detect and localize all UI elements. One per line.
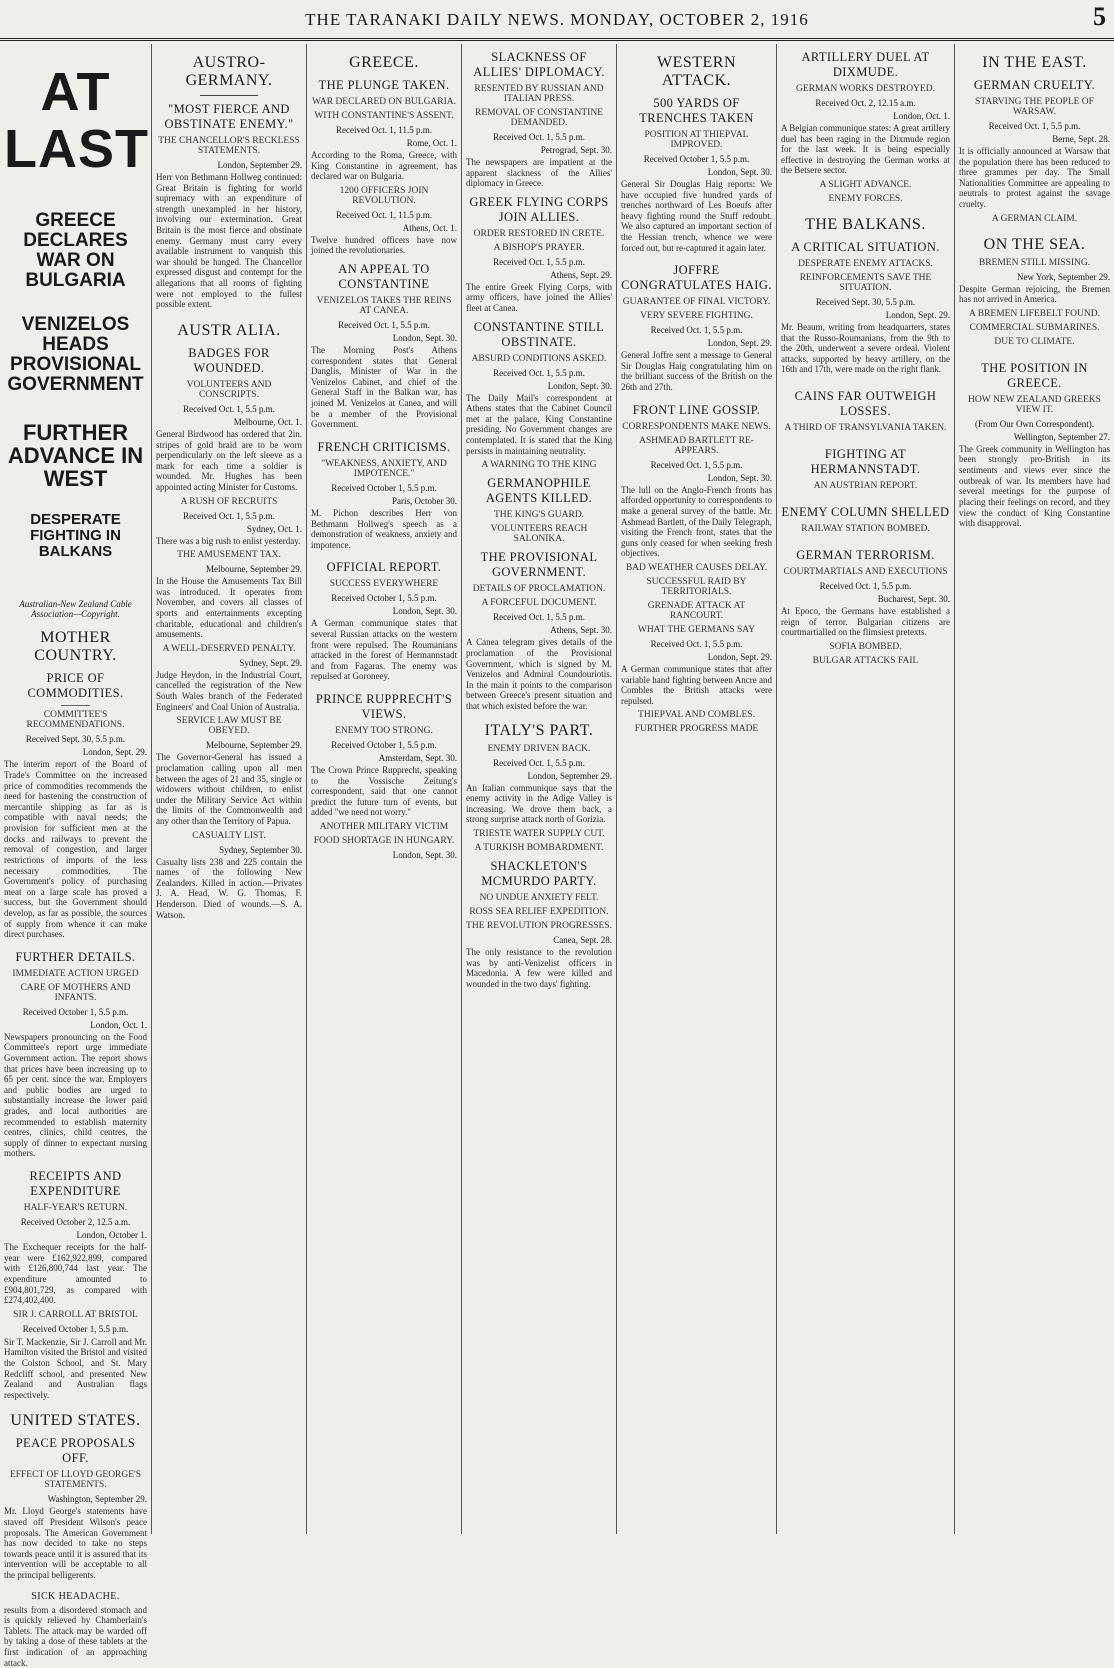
section-austro-germany: AUSTRO-GERMANY.: [185, 54, 273, 89]
head-fighting: FIGHTING AT HERMANNSTADT.: [810, 447, 921, 477]
place-line: London, Sept. 30.: [392, 333, 457, 344]
sub-guarantee: GUARANTEE OF FINAL VICTORY.: [622, 297, 771, 308]
head-rupprecht: PRINCE RUPPRECHT'S VIEWS.: [315, 692, 453, 722]
own-correspondent: (From Our Own Correspondent).: [975, 418, 1094, 429]
received-line: Received Oct. 1, 5.5 p.m.: [493, 367, 585, 378]
article-body: General Sir Douglas Haig reports: We have occupied five hundred yards of trenches northward of Les Boeufs after heavy fighting round the Stuff redoubt. We also captured an important section of the Hessian trench, whence we were forced out, but re-captured it again later.: [621, 179, 772, 253]
head-plunge: THE PLUNGE TAKEN.: [318, 78, 450, 92]
place-line: London, September 29.: [527, 770, 612, 781]
sub-submarines: COMMERCIAL SUBMARINES.: [969, 322, 1100, 333]
head-shackleton: SHACKLETON'S MCMURDO PARTY.: [481, 859, 597, 889]
sub-third: A THIRD OF TRANSYLVANIA TAKEN.: [784, 423, 947, 434]
sub-raid: SUCCESSFUL RAID BY TERRITORIALS.: [646, 576, 747, 597]
sub-service: SERVICE LAW MUST BE OBEYED.: [176, 716, 282, 737]
head-further: FURTHER DETAILS.: [15, 949, 136, 964]
sub-bulgar: BULGAR ATTACKS FAIL: [812, 655, 919, 666]
sub-prayer: A BISHOP'S PRAYER.: [493, 242, 585, 253]
sub-correspondents: CORRESPONDENTS MAKE NEWS.: [622, 421, 771, 432]
head-gossip: FRONT LINE GOSSIP.: [632, 402, 761, 417]
received-line: Received Oct. 1, 11.5 p.m.: [336, 209, 432, 220]
received-line: Received Oct. 1, 5.5 p.m.: [650, 325, 743, 336]
sub-anxiety: NO UNDUE ANXIETY FELT.: [479, 893, 599, 904]
received-line: Received Oct. 1, 5.5 p.m.: [493, 757, 585, 768]
sub-food: FOOD SHORTAGE IN HUNGARY.: [313, 836, 455, 847]
sub-progress: FURTHER PROGRESS MADE: [634, 724, 759, 735]
head-peace: PEACE PROPOSALS OFF.: [15, 1436, 136, 1466]
section-east: IN THE EAST.: [982, 54, 1087, 71]
article-body: Mr. Beaum, writing from headquarters, states that the Russo-Roumanians, from the 9th to the 20th, underwent a severe ordeal. Violent attacks, supported by heavy artillery, on the 16th and 17th, were made on the right flank.: [781, 322, 950, 375]
article-body: Twelve hundred officers have now joined the revolutionaries.: [311, 234, 457, 256]
received-line: Received Oct. 1, 5.5 p.m.: [650, 459, 743, 470]
place-line: Paris, October 30.: [392, 495, 457, 506]
column-4: [462, 44, 617, 1534]
article-body: According to the Roma, Greece, with King Constantine in agreement, has declared war on Bulgaria.: [311, 150, 457, 182]
article-body: A Canea telegram gives details of the proclamation of the Provisional Government, which is signed by M. Venizelos and Admiral Coundouriotis. In the main it points to the comparison between Greece's present situation and that which existed before the war.: [466, 637, 612, 711]
article-body: The Exchequer receipts for the half-year were £162,922,899, compared with £126,800,744 last year. The expenditure amounted to £904,801,729, as compared with £274,402,400.: [4, 1242, 147, 1306]
sub-climate: DUE TO CLIMATE.: [994, 336, 1075, 347]
place-line: Wellington, September 27.: [1013, 431, 1110, 442]
sub-warning: A WARNING TO THE KING: [481, 460, 597, 471]
place-line: Athens, Oct. 1.: [402, 222, 457, 233]
sub-germans-say: WHAT THE GERMANS SAY: [637, 624, 756, 635]
column-6: [777, 44, 955, 1534]
sub-care: CARE OF MOTHERS AND INFANTS.: [20, 982, 131, 1003]
cable-credit: Australian-New Zealand Cable Association—Copyright.: [19, 599, 132, 620]
sub-reinforcements: REINFORCEMENTS SAVE THE SITUATION.: [799, 273, 932, 294]
head-artillery: ARTILLERY DUEL AT DIXMUDE.: [801, 50, 930, 79]
sub-turkish: A TURKISH BOMBARDMENT.: [474, 843, 604, 854]
received-line: Received Oct. 1, 5.5 p.m.: [493, 132, 585, 142]
place-line: London, Sept. 29.: [707, 338, 772, 349]
received-line: Received Oct. 1, 11.5 p.m.: [336, 125, 432, 135]
received-line: Received Oct. 1, 5.5 p.m.: [338, 320, 430, 331]
place-line: London, Sept. 29.: [707, 651, 772, 662]
article-body: Sir T. Mackenzie, Sir J. Carroll and Mr. Hamilton visited the Bristol and visited the Colston School, and St. Mary Redcliff school, and presented New Zealand and Australian flags respectively.: [4, 1336, 147, 1400]
column-5: [617, 44, 777, 1534]
section-united-states: UNITED STATES.: [10, 1412, 141, 1430]
article-body: The Greek community in Wellington has been strongly pro-British in its sentiments and views ever since the outbreak of war. Its members have had several meetings for the purpose of placing their feelings on record, and they view the conduct of King Constantine with disapproval.: [959, 443, 1110, 529]
headline-at-last: AT LAST: [4, 62, 149, 179]
received-line: Received October 1, 5.5 p.m.: [22, 1006, 129, 1017]
article-body: The Governor-General has issued a proclamation calling upon all men between the ages of 21 and 35, single or widowers without children, to enlist under the Military Service Act within the limits of the Commonwealth and any other than the Territory of Papua.: [156, 752, 302, 826]
column-7: [955, 44, 1114, 1534]
place-line: Bucharest, Sept. 30.: [877, 594, 950, 605]
sub-halfyear: HALF-YEAR'S RETURN.: [23, 1203, 128, 1214]
received-line: Received Sept. 30, 5.5 p.m.: [25, 734, 126, 745]
sub-effect: EFFECT OF LLOYD GEORGE'S STATEMENTS.: [9, 1470, 142, 1491]
sub-assent: WITH CONSTANTINE'S ASSENT.: [314, 111, 454, 121]
article-body: Despite German rejoicing, the Bremen has not arrived in America.: [959, 283, 1110, 305]
sub-driven: ENEMY DRIVEN BACK.: [487, 743, 591, 754]
received-line: Received October 1, 5.5 p.m.: [331, 740, 437, 751]
place-line: Sydney, September 30.: [219, 844, 302, 855]
received-line: Received October 1, 5.5 p.m.: [643, 154, 750, 164]
sub-salonika: VOLUNTEERS REACH SALONIKA.: [490, 524, 588, 545]
sub-officers: 1200 OFFICERS JOIN REVOLUTION.: [339, 185, 429, 206]
sub-slight: A SLIGHT ADVANCE.: [819, 180, 912, 191]
place-line: Athens, Sept. 29.: [550, 269, 612, 280]
sub-strong: ENEMY TOO STRONG.: [335, 726, 433, 737]
article-body: At Epoco, the Germans have established a reign of terror. Bulgarian citizens are courtmartialled on the flimsiest pretexts.: [781, 606, 950, 638]
article-body: A German communique states that several Russian attacks on the western front were repulsed. The Roumanians attacked in the forest of Hermannstadt and from Fagaras. The enemy was repulsed at Goroneey.: [311, 618, 457, 682]
received-line: Received October 1, 5.5 p.m.: [331, 593, 437, 604]
sub-austrian: AN AUSTRIAN REPORT.: [813, 481, 918, 492]
place-line: Canea, Sept. 28.: [553, 935, 612, 946]
sub-reins: VENIZELOS TAKES THE REINS AT CANEA.: [316, 296, 452, 317]
head-cruelty: GERMAN CRUELTY.: [973, 78, 1096, 92]
head-french: FRENCH CRITICISMS.: [317, 439, 451, 454]
sub-removal: REMOVAL OF CONSTANTINE DEMANDED.: [474, 108, 604, 128]
head-quote: "MOST FIERCE AND OBSTINATE ENEMY.": [164, 102, 294, 131]
head-yards: 500 YARDS OF TRENCHES TAKEN: [639, 96, 754, 125]
received-line: Received October 1, 5.5 p.m.: [22, 1323, 129, 1334]
place-line: Petrograd, Sept. 30.: [540, 145, 612, 155]
sub-sofia: SOFIA BOMBED.: [829, 641, 902, 652]
head-receipts: RECEIPTS AND EXPENDITURE: [29, 1169, 122, 1199]
article-body: In the House the Amusements Tax Bill was introduced. It operates from November, and covers all classes of sports and entertainments excepting charitable, educational and children's amusements.: [156, 576, 302, 640]
head-price: PRICE OF COMMODITIES.: [27, 671, 124, 701]
received-line: Received Oct. 1, 5.5 p.m.: [183, 403, 275, 414]
sub-forceful: A FORCEFUL DOCUMENT.: [481, 598, 597, 609]
head-sick: SICK HEADACHE.: [31, 1590, 120, 1602]
sub-guard: THE KING'S GUARD.: [493, 510, 585, 521]
headline-fighting: DESPERATE FIGHTING IN BALKANS: [30, 511, 121, 560]
head-position: THE POSITION IN GREECE.: [981, 360, 1088, 390]
received-line: Received October 2, 12.5 a.m.: [20, 1217, 131, 1228]
sub-success: SUCCESS EVERYWHERE: [329, 579, 439, 590]
place-line: London, Oct. 1.: [893, 111, 950, 121]
column-3: [307, 44, 462, 1534]
head-obstinate: CONSTANTINE STILL OBSTINATE.: [473, 319, 605, 349]
sub-railway: RAILWAY STATION BOMBED.: [801, 524, 930, 535]
sub-war: WAR DECLARED ON BULGARIA.: [311, 97, 457, 107]
headline-greece-war: GREECE DECLARES WAR ON BULGARIA: [23, 210, 128, 292]
sub-combles: THIEPVAL AND COMBLES.: [638, 710, 755, 721]
sub-immediate: IMMEDIATE ACTION URGED: [12, 968, 139, 979]
received-line: Received Oct. 1, 5.5 p.m.: [493, 612, 585, 623]
place-line: Berne, Sept. 28.: [1052, 134, 1110, 144]
sub-thiepval: POSITION AT THIEPVAL IMPROVED.: [644, 130, 749, 150]
sub-severe: VERY SEVERE FIGHTING.: [640, 311, 753, 322]
headline-venizelos: VENIZELOS HEADS PROVISIONAL GOVERNMENT: [7, 314, 144, 395]
sub-restored: ORDER RESTORED IN CRETE.: [473, 228, 605, 239]
sub-rush: A RUSH OF RECRUITS: [180, 496, 278, 507]
received-line: Received Oct. 1, 5.5 p.m.: [650, 638, 743, 649]
column-2: [152, 44, 307, 1534]
section-sea: ON THE SEA.: [983, 235, 1086, 253]
place-line: London, Sept. 30.: [547, 380, 612, 391]
sub-carroll: SIR J. CARROLL AT BRISTOL: [13, 1309, 138, 1320]
sub-chancellor: THE CHANCELLOR'S RECKLESS STATEMENTS.: [158, 136, 300, 156]
sub-lifebelt: A BREMEN LIFEBELT FOUND.: [969, 308, 1100, 319]
masthead-title: THE TARANAKI DAILY NEWS. MONDAY, OCTOBER 2, 1916: [305, 10, 809, 29]
sub-ross: ROSS SEA RELIEF EXPEDITION.: [469, 907, 609, 918]
page-number: 5: [1093, 2, 1106, 31]
sub-progresses: THE REVOLUTION PROGRESSES.: [466, 921, 612, 932]
place-line: Sydney, Sept. 29.: [239, 657, 302, 668]
section-greece: GREECE.: [349, 54, 419, 71]
received-line: Received Sept. 30, 5.5 p.m.: [815, 297, 916, 308]
head-cains: CAINS FAR OUTWEIGH LOSSES.: [794, 389, 937, 419]
article-body: A German communique states that after variable hand fighting between Ancre and Combles the British attacks were repulsed.: [621, 663, 772, 706]
received-line: Received Oct. 1, 5.5 p.m.: [183, 510, 275, 521]
article-body: Newspapers pronouncing on the Food Committee's report urge immediate Government action. The report shows that prices have been increasing up to 65 per cent. since the war. Employers and public bodies are urged to substantially increase the lower paid grades, and local authorities are recommended to establish maternity centres, clinics, child centres, the supply of dinner to expectant nursing mothers.: [4, 1031, 147, 1159]
article-body: Judge Heydon, in the Industrial Court, cancelled the registration of the New South Wales branch of the Federated Engineers' and Coal Union of Australia.: [156, 669, 302, 712]
sub-resented: RESENTED BY RUSSIAN AND ITALIAN PRESS.: [474, 84, 604, 104]
place-line: London, Sept. 29.: [82, 747, 147, 758]
article-body: A Belgian communique states: A great artillery duel has been raging in the Dixmude region for the last week. It is being especially effective in destroying the German works at the Betsere sector.: [781, 123, 950, 176]
article-body: General Joffre sent a message to General Sir Douglas Haig congratulating him on the brilliant success of the British on the 26th and 27th.: [621, 350, 772, 393]
head-joffre: JOFFRE CONGRATULATES HAIG.: [621, 263, 772, 293]
head-official: OFFICIAL REPORT.: [326, 560, 442, 575]
sub-casualty: CASUALTY LIST.: [192, 830, 266, 841]
received-line: Received Oct. 1, 5.5 p.m.: [493, 256, 585, 267]
sub-volunteers: VOLUNTEERS AND CONSCRIPTS.: [186, 379, 272, 400]
place-line: Melbourne, September 29.: [206, 740, 302, 751]
head-badges: BADGES FOR WOUNDED.: [188, 345, 270, 375]
received-line: Received Oct. 1, 5.5 p.m.: [819, 581, 912, 592]
sub-tax: THE AMUSEMENT TAX.: [177, 550, 281, 561]
sub-works: GERMAN WORKS DESTROYED.: [796, 84, 935, 94]
place-line: London, October 1.: [76, 1230, 147, 1241]
place-line: London, Oct. 1.: [90, 1019, 147, 1030]
sub-forces: ENEMY FORCES.: [828, 194, 903, 205]
article-body: General Birdwood has ordered that 2in. stripes of gold braid are to be worn perpendicularly on the left sleeve as a mark for each time a soldier is wounded. Mr. Hughes has been appointed acting Minister for Customs.: [156, 428, 302, 492]
sub-details: DETAILS OF PROCLAMATION.: [472, 584, 606, 595]
section-western: WESTERN ATTACK.: [656, 54, 737, 89]
received-line: Received Oct. 2, 12.15 a.m.: [815, 98, 916, 108]
article-body: It is officially announced at Warsaw that the population there has been reduced to three grammes per day. The Small Nationalities Committee are appealing to neutrals to protest against the savage cruelty.: [959, 146, 1110, 210]
sub-penalty: A WELL-DESERVED PENALTY.: [162, 643, 296, 654]
received-line: Received Oct. 1, 5.5 p.m.: [988, 121, 1081, 131]
sub-weather: BAD WEATHER CAUSES DELAY.: [625, 562, 768, 573]
head-appeal: AN APPEAL TO CONSTANTINE: [338, 262, 430, 292]
article-body: Herr von Bethmann Hollweg continued: Great Britain is fighting for world supremacy with an expenditure of strength unexampled in her history, involving our extermination. Great Britain is the most fierce and obstinate enemy. Germany must carry every available instrument to vanquish this war should be hanged. The Chancellor expressed disgust and contempt for the allegations that all rooms of fighting were not employed to the fullest possible extent.: [156, 172, 302, 310]
place-line: London, Sept. 30.: [707, 167, 772, 177]
column-1: [0, 44, 152, 1668]
place-line: Melbourne, September 29.: [206, 564, 302, 575]
head-shelled: ENEMY COLUMN SHELLED: [781, 505, 950, 520]
head-provisional: THE PROVISIONAL GOVERNMENT.: [480, 550, 598, 580]
article-body: The Daily Mail's correspondent at Athens states that the Cabinet Council met at the palace, King Constantine presiding. No Government changes are contemplated. It is stated that the King persists in maintaining neutrality.: [466, 392, 612, 456]
sub-weakness: "WEAKNESS, ANXIETY, AND IMPOTENCE.": [321, 458, 447, 479]
article-body: The interim report of the Board of Trade's Committee on the increased price of commodities recommends the need for hastening the construction of mercantile shipping as far as is compatible with naval needs; the provision for sufficient men at the docks and railways to prevent the removal of congestion, and larger restrictions of imports of the less necessary commodities. The Government's policy of purchasing meat on a large scale has proved a success, but the Government should develop, as far as possible, the sources of supply from whence it can make direct purchases.: [4, 759, 147, 940]
sub-victim: ANOTHER MILITARY VICTIM: [319, 822, 449, 833]
place-line: Washington, September 29.: [47, 1494, 147, 1505]
columns: [0, 44, 1114, 1668]
article-body: An Italian communique says that the enemy activity in the Adige Valley is increasing. We drove them back, a strong surprise attack north of Gorizia.: [466, 782, 612, 825]
article-body: The Crown Prince Rupprecht, speaking to the Vossische Zeitung's correspondent, said that one cannot predict the future turn of events, but added "we need not worry.": [311, 765, 457, 818]
place-line: London, Sept. 30.: [392, 850, 457, 861]
sub-desperate: DESPERATE ENEMY ATTACKS.: [798, 259, 933, 270]
sub-starving: STARVING THE PEOPLE OF WARSAW.: [975, 97, 1094, 117]
headline-advance: FURTHER ADVANCE IN WEST: [7, 419, 144, 492]
head-flying: GREEK FLYING CORPS JOIN ALLIES.: [469, 194, 609, 224]
head-germanophile: GERMANOPHILE AGENTS KILLED.: [485, 476, 593, 506]
place-line: New York, September 29.: [1017, 271, 1110, 282]
sub-ashmead: ASHMEAD BARTLETT RE-APPEARS.: [639, 435, 754, 456]
section-italy: ITALY'S PART.: [484, 721, 594, 739]
sub-committee: COMMITTEE'S RECOMMENDATIONS.: [26, 710, 125, 731]
sub-view: HOW NEW ZEALAND GREEKS VIEW IT.: [968, 394, 1101, 415]
masthead: [0, 0, 1114, 41]
place-line: Sydney, Oct. 1.: [246, 523, 302, 534]
head-critical: A CRITICAL SITUATION.: [791, 240, 940, 255]
article-body: The lull on the Anglo-French fronts has afforded opportunity to correspondents to make a general survey of the battle. Mr. Ashmead Bartlett, of the Daily Telegraph, visiting the French front, states that the guns only ceased for when seeking fresh objectives.: [621, 484, 772, 559]
article-body: The entire Greek Flying Corps, with army officers, have joined the Allies' fleet at Canea.: [466, 281, 612, 314]
section-mother-country: MOTHER COUNTRY.: [34, 629, 117, 665]
place-line: Rome, Oct. 1.: [406, 138, 457, 148]
place-line: Athens, Sept. 30.: [550, 625, 612, 636]
article-body: Mr. Lloyd George's statements have staved off President Wilson's peace proposals. The American Government has now decided to take no steps towards peace until it is assured that its intervention will be acceptable to all the principal belligerents.: [4, 1506, 147, 1581]
section-australia: AUSTR ALIA.: [177, 321, 281, 339]
sub-absurd: ABSURD CONDITIONS ASKED.: [471, 353, 607, 364]
place-line: Melbourne, Oct. 1.: [233, 416, 302, 427]
section-balkans: THE BALKANS.: [805, 216, 926, 234]
place-line: London, September 29.: [217, 160, 302, 170]
article-body: The only resistance to the revolution was by anti-Venizelist officers in Macedonia. A few were killed and wounded in the two days' fighting.: [466, 947, 612, 989]
head-slackness: SLACKNESS OF ALLIES' DIPLOMACY.: [473, 50, 605, 79]
article-body: M. Pichon describes Herr von Bethmann Hollweg's speech as a demonstration of weakness, anxiety and impotence.: [311, 507, 457, 550]
place-line: London, Sept. 30.: [707, 472, 772, 483]
head-terrorism: GERMAN TERRORISM.: [796, 548, 935, 563]
article-body: There was a big rush to enlist yesterday.: [156, 535, 301, 546]
place-line: Amsterdam, Sept. 30.: [378, 753, 457, 764]
sub-bremen: BREMEN STILL MISSING.: [978, 257, 1091, 268]
place-line: London, Sept. 30.: [392, 606, 457, 617]
article-body: Casualty lists 238 and 225 contain the names of the following New Zealanders. Killed in action.—Privates J. A. Head, W. G. Thomas, F. Henderson. Died of wounds.—S. A. Watson.: [156, 856, 302, 920]
sub-courts: COURTMARTIALS AND EXECUTIONS: [783, 567, 948, 578]
received-line: Received October 1, 5.5 p.m.: [331, 482, 437, 493]
article-body: The newspapers are impatient at the apparent slackness of the Allies' diplomacy in Greece.: [466, 157, 612, 189]
sub-trieste: TRIESTE WATER SUPPLY CUT.: [473, 829, 605, 840]
sub-grenade: GRENADE ATTACK AT RANCOURT.: [647, 600, 746, 621]
article-body: The Morning Post's Athens correspondent states that General Danglis, Minister of War in the Venizelos Cabinet, and chief of the General Staff in the Balkan war, has joined M. Venizelos at Canea, and will be a member of the Provisional Government.: [311, 345, 457, 430]
sub-claim: A GERMAN CLAIM.: [991, 213, 1078, 224]
article-body: results from a disordered stomach and is quickly relieved by Chamberlain's Tablets. The attack may be warded off by taking a dose of these tablets at the first indication of an approaching attack.: [4, 1604, 147, 1668]
place-line: London, Sept. 29.: [885, 310, 950, 321]
